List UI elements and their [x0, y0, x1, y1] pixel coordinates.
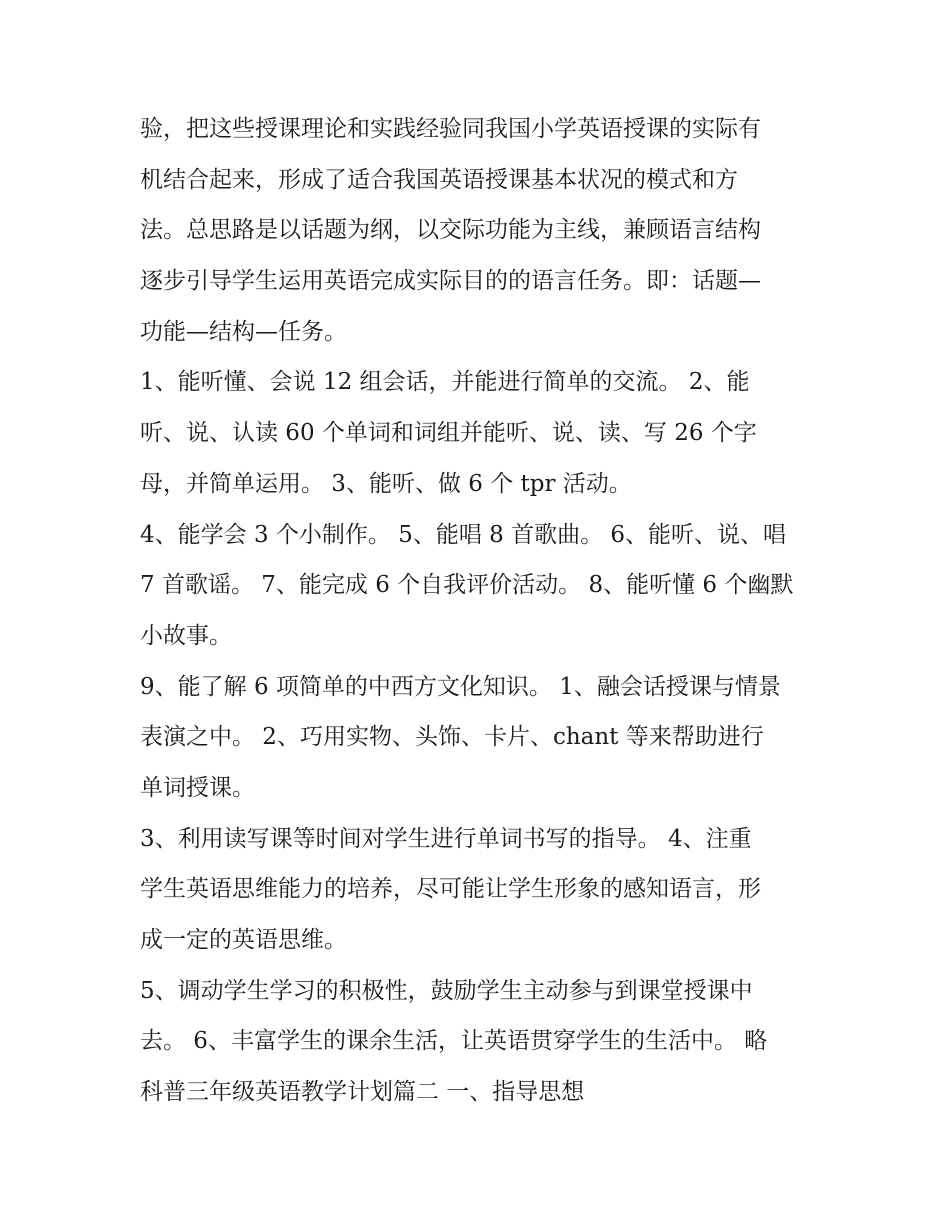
text-line: 7 首歌谣。 7、能完成 6 个自我评价活动。 8、能听懂 6 个幽默 — [140, 572, 794, 599]
text-line: 4、能学会 3 个小制作。 5、能唱 8 首歌曲。 6、能听、说、唱 — [140, 521, 787, 548]
text-line: 功能—结构—任务。 — [140, 318, 347, 345]
text-line: 逐步引导学生运用英语完成实际目的的语言任务。即：话题— — [140, 268, 761, 295]
paragraph-goals-3 — [140, 662, 820, 814]
text-line: 学生英语思维能力的培养，尽可能让学生形象的感知语言，形 — [140, 876, 761, 903]
text-line: 科普三年级英语教学计划篇二 一、指导思想 — [140, 1079, 585, 1106]
text-line: 成一定的英语思维。 — [140, 927, 347, 953]
text-line: 法。总思路是以话题为纲，以交际功能为主线，兼顾语言结构 — [140, 217, 761, 244]
paragraph-methods-2 — [140, 966, 820, 1118]
text-line: 9、能了解 6 项简单的中西方文化知识。 1、融会话授课与情景 — [140, 673, 781, 700]
text-line: 单词授课。 — [140, 774, 255, 801]
text-line: 去。 6、丰富学生的课余生活，让英语贯穿学生的生活中。 略 — [140, 1028, 768, 1055]
text-line: 验，把这些授课理论和实践经验同我国小学英语授课的实际有 — [140, 116, 761, 142]
paragraph-methods-1 — [140, 814, 820, 966]
text-line: 听、说、认读 60 个单词和词组并能听、说、读、写 26 个字 — [140, 420, 757, 447]
document-body — [140, 104, 820, 1118]
text-line: 5、调动学生学习的积极性，鼓励学生主动参与到课堂授课中 — [140, 977, 753, 1004]
text-line: 1、能听懂、会说 12 组会话，并能进行简单的交流。 2、能 — [140, 369, 750, 396]
paragraph-goals-2 — [140, 510, 820, 662]
text-line: 小故事。 — [140, 622, 232, 649]
text-line: 3、利用读写课等时间对学生进行单词书写的指导。 4、注重 — [140, 825, 752, 852]
text-line: 母，并简单运用。 3、能听、做 6 个 tpr 活动。 — [140, 470, 632, 497]
paragraph-intro — [140, 104, 820, 357]
paragraph-goals-1 — [140, 357, 820, 509]
text-line: 表演之中。 2、巧用实物、头饰、卡片、chant 等来帮助进行 — [140, 724, 764, 751]
text-line: 机结合起来，形成了适合我国英语授课基本状况的模式和方 — [140, 166, 738, 193]
